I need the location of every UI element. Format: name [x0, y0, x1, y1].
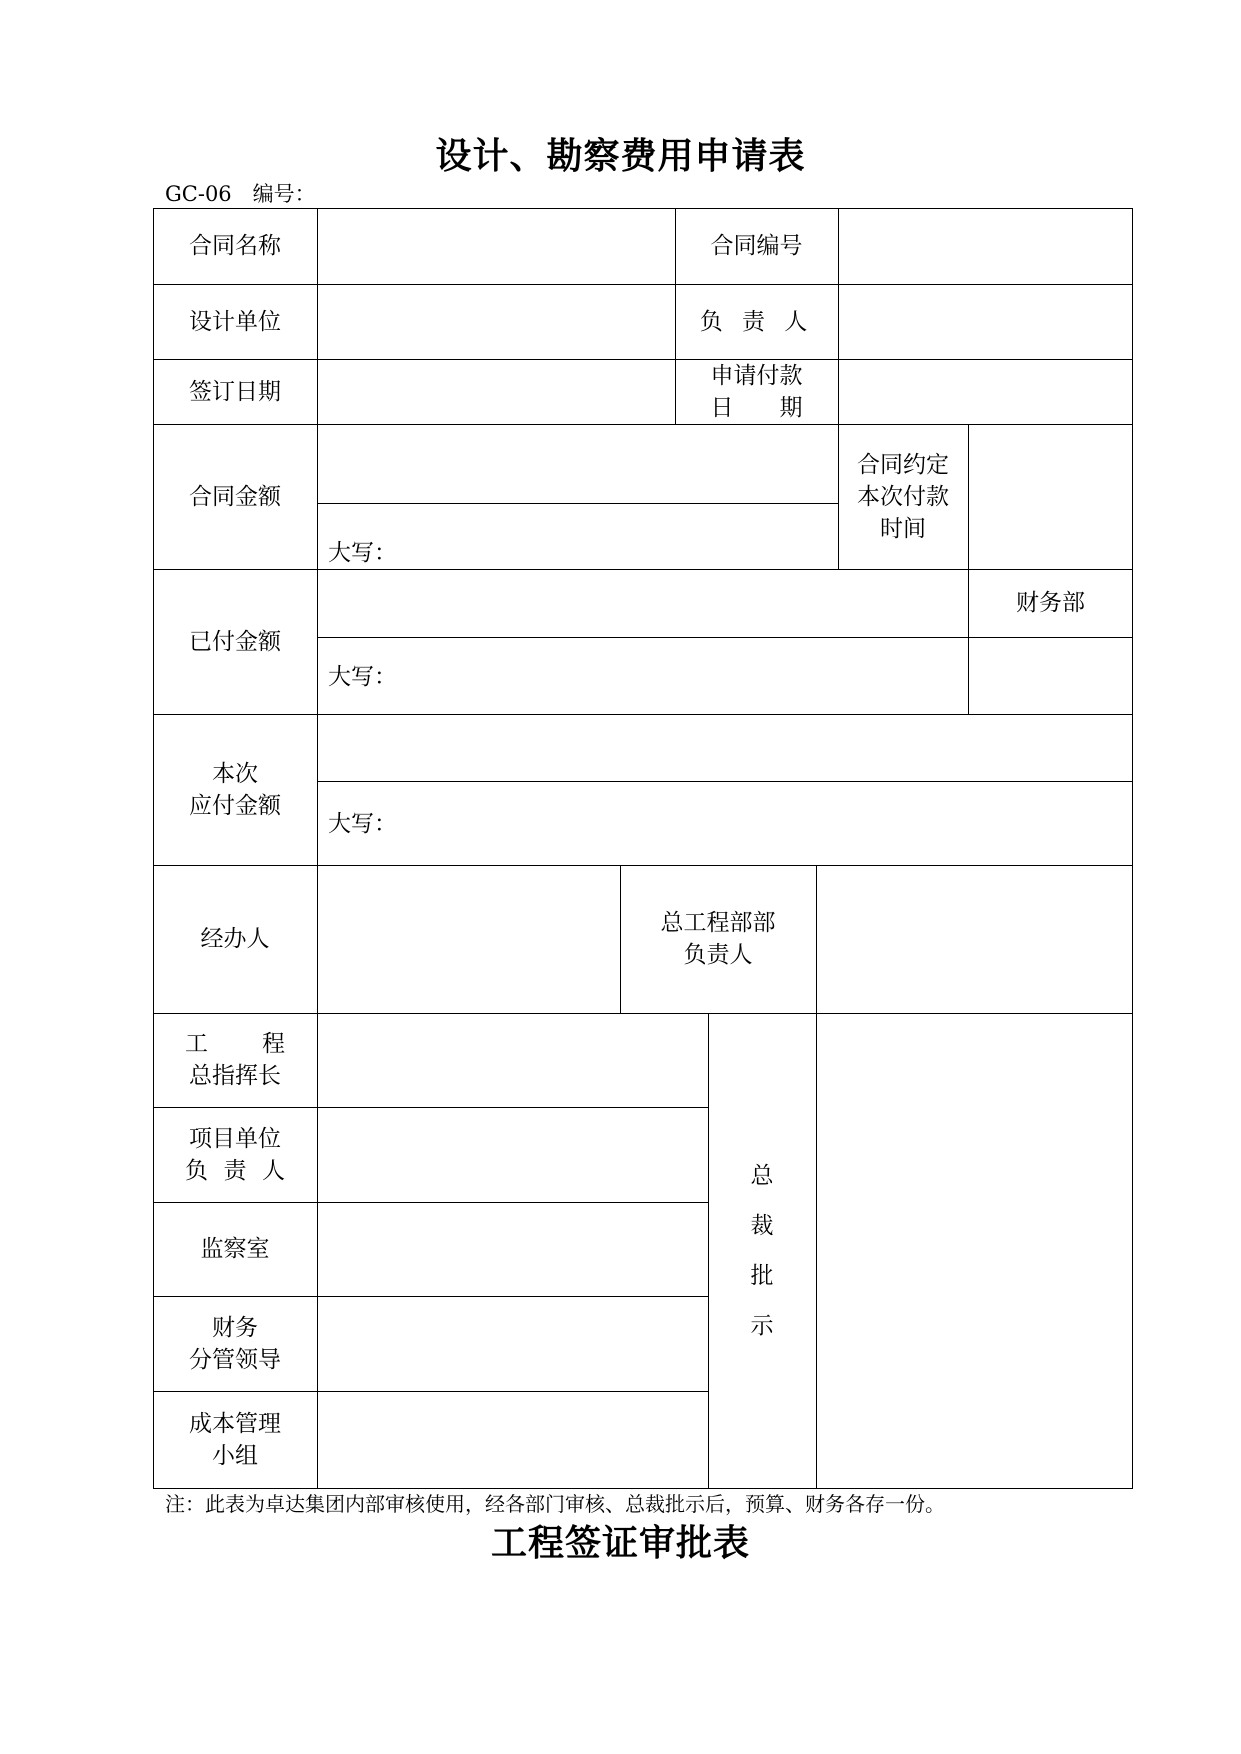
label-cost-group: 成本管理 小组 — [189, 1411, 281, 1469]
char: 负 — [185, 1157, 208, 1184]
label-chief-commander-top — [185, 1028, 285, 1060]
label-sign-date: 签订日期 — [189, 378, 281, 405]
label-contract-name: 合同名称 — [189, 233, 281, 259]
label-design-unit: 设计单位 — [189, 308, 281, 335]
label-chief-commander-bottom: 总指挥长 — [189, 1063, 281, 1089]
rule — [317, 781, 1133, 782]
rule — [317, 637, 1133, 638]
label-paid-amount-words: 大写： — [328, 664, 397, 690]
char: 工 — [185, 1031, 208, 1057]
label-finance-dept: 财务部 — [1016, 590, 1085, 616]
label-supervision: 监察室 — [200, 1236, 270, 1262]
label-project-head-unit: 项目单位 — [189, 1125, 281, 1152]
rule — [816, 865, 817, 1489]
char: 裁 — [750, 1213, 774, 1239]
label-apply-pay-date: 申请付款 日 期 — [710, 362, 803, 421]
char: 人 — [262, 1157, 285, 1184]
char: 责 — [223, 1157, 247, 1184]
char: 批 — [750, 1263, 774, 1289]
char: 程 — [262, 1031, 285, 1057]
label-project-head-person — [185, 1155, 285, 1187]
label-contract-no: 合同编号 — [710, 233, 803, 259]
rule — [317, 208, 318, 1489]
label-person-in-charge: 负 责 人 — [699, 308, 814, 335]
label-contract-amount-words: 大写： — [328, 540, 397, 566]
label-contract-pay-time: 合同约定 本次付款 时间 — [857, 451, 949, 542]
label-president-approval — [708, 1013, 816, 1489]
label-project-head — [153, 1107, 317, 1202]
char: 总 — [750, 1163, 774, 1189]
label-contract-amount: 合同金额 — [189, 483, 281, 510]
form-title: 设计、勘察费用申请表 — [435, 136, 806, 177]
label-paid-amount: 已付金额 — [189, 628, 281, 655]
label-handler: 经办人 — [200, 926, 270, 952]
char: 示 — [750, 1313, 774, 1339]
label-chief-commander — [153, 1013, 317, 1107]
next-form-title: 工程签证审批表 — [490, 1523, 750, 1564]
label-this-payable: 本次 应付金额 — [189, 760, 281, 819]
label-finance-leader: 财务 分管领导 — [189, 1314, 281, 1373]
form-note: 注：此表为卓达集团内部审核使用，经各部门审核、总裁批示后，预算、财务各存一份。 — [165, 1492, 945, 1516]
label-engineering-head: 总工程部部 负责人 — [660, 910, 776, 968]
form-code-label: GC-06 编号： — [165, 182, 316, 206]
rule — [317, 503, 839, 504]
label-this-payable-words: 大写： — [328, 811, 397, 837]
